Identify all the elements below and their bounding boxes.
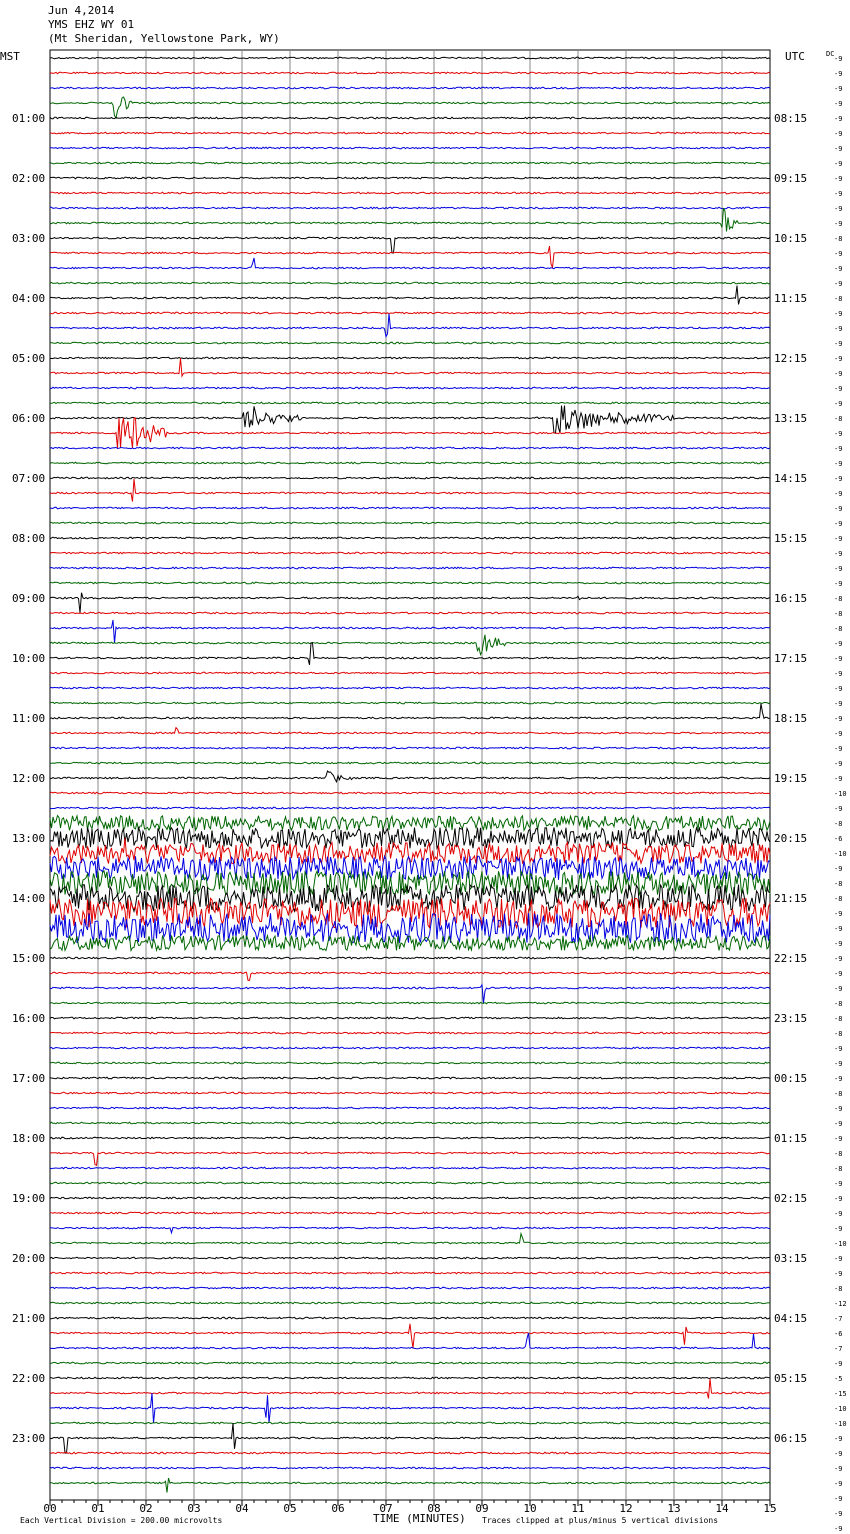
dc-offset-value: -8 bbox=[834, 880, 843, 888]
mst-hour-label: 14:00 bbox=[12, 892, 46, 905]
seismic-trace bbox=[50, 462, 770, 464]
dc-offset-value: -9 bbox=[834, 1120, 843, 1128]
seismic-trace bbox=[50, 747, 770, 749]
seismic-trace bbox=[50, 1152, 770, 1165]
mst-hour-label: 22:00 bbox=[12, 1372, 46, 1385]
mst-hour-label: 03:00 bbox=[12, 232, 46, 245]
mst-hour-labels bbox=[12, 112, 45, 1445]
seismic-trace bbox=[50, 1212, 770, 1214]
dc-offset-value: -10 bbox=[834, 1240, 847, 1248]
seismic-trace bbox=[50, 957, 770, 959]
seismic-trace bbox=[50, 1047, 770, 1049]
x-tick-label: 03 bbox=[187, 1502, 201, 1515]
dc-offset-value: -8 bbox=[834, 895, 843, 903]
dc-offset-value: -9 bbox=[834, 970, 843, 978]
seismic-trace bbox=[50, 1182, 770, 1184]
seismic-trace bbox=[50, 1167, 770, 1169]
dc-offset-value: -15 bbox=[834, 1390, 847, 1398]
dc-offset-value: -9 bbox=[834, 145, 843, 153]
dc-offset-value: -5 bbox=[834, 1375, 843, 1383]
utc-hour-label: 12:15 bbox=[774, 352, 808, 365]
dc-offset-value: -9 bbox=[834, 400, 843, 408]
utc-hour-label: 17:15 bbox=[774, 652, 808, 665]
mst-hour-label: 01:00 bbox=[12, 112, 46, 125]
seismic-trace bbox=[50, 147, 770, 149]
x-tick-label: 01 bbox=[91, 1502, 105, 1515]
seismic-trace bbox=[50, 207, 770, 209]
dc-offset-value: -9 bbox=[834, 310, 843, 318]
seismic-trace bbox=[50, 406, 770, 433]
dc-offset-value: -9 bbox=[834, 535, 843, 543]
seismic-trace bbox=[50, 1197, 770, 1199]
dc-offset-value: -7 bbox=[834, 1345, 843, 1353]
seismic-trace bbox=[50, 286, 770, 305]
dc-offset-value: -9 bbox=[834, 670, 843, 678]
dc-offset-value: -9 bbox=[834, 490, 843, 498]
seismic-trace bbox=[50, 1077, 770, 1079]
seismic-trace bbox=[50, 72, 770, 74]
x-tick-label: 05 bbox=[283, 1502, 297, 1515]
seismic-trace bbox=[50, 162, 770, 164]
utc-zone-label: UTC bbox=[785, 50, 805, 63]
dc-offset-value: -8 bbox=[834, 1165, 843, 1173]
seismic-trace bbox=[50, 1032, 770, 1034]
seismic-trace bbox=[50, 1324, 770, 1348]
x-tick-label: 10 bbox=[523, 1502, 537, 1515]
dc-offset-value: -9 bbox=[834, 700, 843, 708]
mst-hour-label: 18:00 bbox=[12, 1132, 46, 1145]
seismic-trace bbox=[50, 582, 770, 584]
seismic-trace bbox=[50, 1423, 770, 1453]
dc-offset-value: -9 bbox=[834, 85, 843, 93]
x-tick-label: 11 bbox=[571, 1502, 585, 1515]
seismic-trace bbox=[50, 312, 770, 314]
mst-hour-label: 20:00 bbox=[12, 1252, 46, 1265]
dc-offset-value: -8 bbox=[834, 625, 843, 633]
seismic-trace bbox=[50, 1062, 770, 1064]
station-label: YMS EHZ WY 01 bbox=[48, 18, 135, 31]
mst-hour-label: 19:00 bbox=[12, 1192, 46, 1205]
dc-offset-value: -9 bbox=[834, 1510, 843, 1518]
mst-hour-label: 23:00 bbox=[12, 1432, 46, 1445]
seismic-trace bbox=[50, 208, 770, 231]
seismic-trace bbox=[50, 97, 770, 118]
seismic-trace bbox=[50, 635, 770, 655]
dc-offset-value: -9 bbox=[834, 550, 843, 558]
dc-offset-value: -9 bbox=[834, 565, 843, 573]
seismic-trace bbox=[50, 672, 770, 674]
dc-offset-value: -8 bbox=[834, 235, 843, 243]
dc-offset-value: -10 bbox=[834, 1405, 847, 1413]
dc-offset-value: -6 bbox=[834, 1330, 843, 1338]
utc-hour-label: 03:15 bbox=[774, 1252, 808, 1265]
mst-hour-label: 13:00 bbox=[12, 832, 46, 845]
seismic-trace bbox=[50, 1137, 770, 1139]
dc-offset-value: -9 bbox=[834, 445, 843, 453]
dc-offset-value: -8 bbox=[834, 1000, 843, 1008]
seismic-trace bbox=[50, 1422, 770, 1424]
dc-offset-value: -8 bbox=[834, 820, 843, 828]
dc-offset-value: -9 bbox=[834, 325, 843, 333]
seismic-trace bbox=[50, 537, 770, 539]
dc-offset-value: -9 bbox=[834, 220, 843, 228]
dc-offset-value: -9 bbox=[834, 1495, 843, 1503]
dc-offset-value: -9 bbox=[834, 1360, 843, 1368]
mst-hour-label: 02:00 bbox=[12, 172, 46, 185]
clip-note: Traces clipped at plus/minus 5 vertical divisions bbox=[482, 1516, 719, 1525]
plot-grid bbox=[50, 50, 770, 1500]
utc-hour-label: 18:15 bbox=[774, 712, 808, 725]
seismic-trace bbox=[50, 643, 770, 665]
dc-offset-value: -9 bbox=[834, 865, 843, 873]
dc-offset-value: -9 bbox=[834, 475, 843, 483]
dc-offset-value: -9 bbox=[834, 580, 843, 588]
dc-offset-value: -8 bbox=[834, 415, 843, 423]
utc-hour-label: 21:15 bbox=[774, 892, 808, 905]
seismic-trace bbox=[50, 314, 770, 337]
dc-offset-value: -12 bbox=[834, 1300, 847, 1308]
seismic-trace bbox=[50, 620, 770, 643]
dc-offset-value: -9 bbox=[834, 730, 843, 738]
seismic-trace bbox=[50, 1362, 770, 1364]
x-tick-label: 06 bbox=[331, 1502, 345, 1515]
dc-offset-value: -9 bbox=[834, 505, 843, 513]
dc-offset-value: -9 bbox=[834, 1525, 843, 1533]
seismic-trace bbox=[50, 282, 770, 284]
dc-offset-value: -10 bbox=[834, 790, 847, 798]
mst-hour-label: 09:00 bbox=[12, 592, 46, 605]
x-axis-title: TIME (MINUTES) bbox=[373, 1512, 466, 1525]
seismic-trace bbox=[50, 447, 770, 449]
dc-offset-value: -9 bbox=[834, 655, 843, 663]
dc-offset-value: -9 bbox=[834, 1465, 843, 1473]
dc-offset-value: -9 bbox=[834, 70, 843, 78]
mst-hour-label: 07:00 bbox=[12, 472, 46, 485]
dc-offset-value: -9 bbox=[834, 370, 843, 378]
seismic-trace bbox=[50, 704, 770, 719]
seismic-trace bbox=[50, 418, 770, 448]
seismic-trace bbox=[50, 1234, 770, 1244]
mst-zone-label: MST bbox=[0, 50, 20, 63]
dc-offset-value: -6 bbox=[834, 835, 843, 843]
dc-offset-value: -9 bbox=[834, 985, 843, 993]
utc-hour-label: 08:15 bbox=[774, 112, 808, 125]
dc-offset-value: -9 bbox=[834, 1195, 843, 1203]
seismic-trace bbox=[50, 687, 770, 689]
x-tick-label: 12 bbox=[619, 1502, 633, 1515]
mst-hour-label: 08:00 bbox=[12, 532, 46, 545]
utc-hour-label: 11:15 bbox=[774, 292, 808, 305]
mst-hour-label: 21:00 bbox=[12, 1312, 46, 1325]
utc-hour-labels bbox=[774, 112, 807, 1445]
seismic-trace bbox=[50, 1302, 770, 1304]
dc-offset-value: -10 bbox=[834, 850, 847, 858]
seismic-trace bbox=[50, 237, 770, 253]
dc-offset-value: -9 bbox=[834, 100, 843, 108]
x-tick-label: 15 bbox=[763, 1502, 777, 1515]
utc-hour-label: 05:15 bbox=[774, 1372, 808, 1385]
dc-offset-value: -9 bbox=[834, 1105, 843, 1113]
dc-offset-value: -9 bbox=[834, 685, 843, 693]
dc-offset-value: -8 bbox=[834, 610, 843, 618]
dc-offset-value: -9 bbox=[834, 805, 843, 813]
utc-hour-label: 20:15 bbox=[774, 832, 808, 845]
dc-offset-value: -8 bbox=[834, 595, 843, 603]
dc-offset-value: -9 bbox=[834, 250, 843, 258]
dc-offset-value: -9 bbox=[834, 160, 843, 168]
dc-offset-value: -7 bbox=[834, 1315, 843, 1323]
seismic-trace bbox=[50, 593, 770, 613]
mst-hour-label: 10:00 bbox=[12, 652, 46, 665]
seismic-trace bbox=[50, 1317, 770, 1319]
seismic-trace bbox=[50, 1333, 770, 1349]
dc-offset-value: -9 bbox=[834, 775, 843, 783]
seismic-trace bbox=[50, 1377, 770, 1379]
dc-offset-value: -9 bbox=[834, 520, 843, 528]
date-label: Jun 4,2014 bbox=[48, 4, 115, 17]
seismic-trace bbox=[50, 816, 770, 831]
utc-hour-label: 01:15 bbox=[774, 1132, 808, 1145]
dc-offset-value: -9 bbox=[834, 1435, 843, 1443]
x-tick-label: 04 bbox=[235, 1502, 249, 1515]
seismic-trace bbox=[50, 771, 770, 782]
seismic-trace bbox=[50, 258, 770, 269]
dc-offset-value: -9 bbox=[834, 130, 843, 138]
dc-offset-value: -9 bbox=[834, 1210, 843, 1218]
utc-hour-label: 09:15 bbox=[774, 172, 808, 185]
seismic-trace bbox=[50, 1092, 770, 1094]
seismic-trace bbox=[50, 972, 770, 980]
mst-hour-label: 12:00 bbox=[12, 772, 46, 785]
dc-offset-value: -9 bbox=[834, 1060, 843, 1068]
utc-hour-label: 14:15 bbox=[774, 472, 808, 485]
dc-offset-labels bbox=[834, 55, 847, 1534]
x-tick-label: 14 bbox=[715, 1502, 729, 1515]
dc-offset-value: -9 bbox=[834, 175, 843, 183]
dc-offset-value: -8 bbox=[834, 295, 843, 303]
seismic-trace bbox=[50, 807, 770, 809]
utc-hour-label: 10:15 bbox=[774, 232, 808, 245]
seismic-trace bbox=[50, 985, 770, 1003]
dc-offset-value: -9 bbox=[834, 115, 843, 123]
plot-frame bbox=[50, 50, 770, 1500]
dc-offset-value: -8 bbox=[834, 1150, 843, 1158]
seismic-trace bbox=[50, 1017, 770, 1019]
mst-hour-label: 04:00 bbox=[12, 292, 46, 305]
dc-offset-value: -8 bbox=[834, 1090, 843, 1098]
dc-offset-value: -9 bbox=[834, 940, 843, 948]
seismic-trace bbox=[50, 936, 770, 951]
seismic-trace bbox=[50, 477, 770, 479]
dc-offset-value: -9 bbox=[834, 190, 843, 198]
dc-offset-value: -9 bbox=[834, 1255, 843, 1263]
seismic-trace bbox=[50, 246, 770, 267]
seismic-trace bbox=[50, 507, 770, 509]
seismic-trace bbox=[50, 192, 770, 194]
seismic-trace bbox=[50, 57, 770, 59]
seismic-trace bbox=[50, 612, 770, 614]
utc-hour-label: 22:15 bbox=[774, 952, 808, 965]
utc-hour-label: 06:15 bbox=[774, 1432, 808, 1445]
dc-offset-value: -9 bbox=[834, 205, 843, 213]
seismic-trace bbox=[50, 1227, 770, 1233]
mst-hour-label: 11:00 bbox=[12, 712, 46, 725]
mst-hour-label: 06:00 bbox=[12, 412, 46, 425]
utc-hour-label: 23:15 bbox=[774, 1012, 808, 1025]
seismic-trace bbox=[50, 1257, 770, 1259]
scale-note: Each Vertical Division = 200.00 microvolts bbox=[20, 1516, 223, 1525]
dc-offset-value: -9 bbox=[834, 55, 843, 63]
seismic-trace bbox=[50, 87, 770, 89]
dc-offset-value: -9 bbox=[834, 745, 843, 753]
seismic-trace bbox=[50, 552, 770, 554]
dc-offset-value: -9 bbox=[834, 1045, 843, 1053]
seismic-trace bbox=[50, 1287, 770, 1289]
seismic-trace bbox=[50, 913, 770, 943]
dc-offset-value: -9 bbox=[834, 430, 843, 438]
dc-offset-value: -8 bbox=[834, 1285, 843, 1293]
x-tick-label: 07 bbox=[379, 1502, 393, 1515]
utc-hour-label: 19:15 bbox=[774, 772, 808, 785]
dc-offset-value: -9 bbox=[834, 1180, 843, 1188]
seismic-trace bbox=[50, 1452, 770, 1454]
mst-hour-label: 05:00 bbox=[12, 352, 46, 365]
utc-hour-label: 04:15 bbox=[774, 1312, 808, 1325]
seismic-trace bbox=[50, 1478, 770, 1492]
dc-offset-value: -9 bbox=[834, 280, 843, 288]
x-tick-label: 09 bbox=[475, 1502, 489, 1515]
x-tick-label: 13 bbox=[667, 1502, 681, 1515]
seismic-trace bbox=[50, 1393, 770, 1423]
dc-offset-value: -9 bbox=[834, 1075, 843, 1083]
seismic-trace bbox=[50, 728, 770, 734]
x-tick-label: 00 bbox=[43, 1502, 57, 1515]
seismic-trace bbox=[50, 479, 770, 502]
seismic-trace bbox=[50, 762, 770, 764]
mst-hour-label: 16:00 bbox=[12, 1012, 46, 1025]
seismic-trace bbox=[50, 1002, 770, 1004]
dc-label: DC bbox=[826, 50, 835, 58]
dc-offset-value: -9 bbox=[834, 340, 843, 348]
dc-offset-value: -9 bbox=[834, 925, 843, 933]
x-tick-label: 08 bbox=[427, 1502, 441, 1515]
dc-offset-value: -8 bbox=[834, 1015, 843, 1023]
utc-hour-label: 00:15 bbox=[774, 1072, 808, 1085]
dc-offset-value: -9 bbox=[834, 1135, 843, 1143]
dc-offset-value: -9 bbox=[834, 1480, 843, 1488]
utc-hour-label: 13:15 bbox=[774, 412, 808, 425]
dc-offset-value: -9 bbox=[834, 265, 843, 273]
seismic-trace bbox=[50, 358, 770, 376]
seismic-trace bbox=[50, 1379, 770, 1399]
seismic-trace bbox=[50, 792, 770, 794]
dc-offset-value: -9 bbox=[834, 460, 843, 468]
dc-offset-value: -9 bbox=[834, 760, 843, 768]
dc-offset-value: -9 bbox=[834, 385, 843, 393]
seismic-trace bbox=[50, 522, 770, 524]
x-tick-label: 02 bbox=[139, 1502, 153, 1515]
seismic-trace bbox=[50, 177, 770, 179]
seismic-trace bbox=[50, 1107, 770, 1109]
trace-group bbox=[50, 57, 770, 1492]
seismic-trace bbox=[50, 1272, 770, 1274]
dc-offset-value: -9 bbox=[834, 715, 843, 723]
dc-offset-value: -8 bbox=[834, 1030, 843, 1038]
utc-hour-label: 16:15 bbox=[774, 592, 808, 605]
dc-offset-value: -9 bbox=[834, 355, 843, 363]
seismic-trace bbox=[50, 342, 770, 344]
dc-offset-value: -9 bbox=[834, 640, 843, 648]
seismic-trace bbox=[50, 132, 770, 134]
seismic-trace bbox=[50, 1467, 770, 1469]
dc-offset-value: -10 bbox=[834, 1420, 847, 1428]
dc-offset-value: -9 bbox=[834, 1270, 843, 1278]
seismic-trace bbox=[50, 387, 770, 389]
mst-hour-label: 17:00 bbox=[12, 1072, 46, 1085]
utc-hour-label: 15:15 bbox=[774, 532, 808, 545]
dc-offset-value: -9 bbox=[834, 955, 843, 963]
location-label: (Mt Sheridan, Yellowstone Park, WY) bbox=[48, 32, 280, 45]
mst-hour-label: 15:00 bbox=[12, 952, 46, 965]
utc-hour-label: 02:15 bbox=[774, 1192, 808, 1205]
seismic-trace bbox=[50, 1122, 770, 1124]
dc-offset-value: -9 bbox=[834, 1450, 843, 1458]
seismic-trace bbox=[50, 357, 770, 359]
seismic-trace bbox=[50, 402, 770, 404]
seismic-trace bbox=[50, 117, 770, 119]
dc-offset-value: -9 bbox=[834, 1225, 843, 1233]
seismic-trace bbox=[50, 702, 770, 704]
dc-offset-value: -9 bbox=[834, 910, 843, 918]
seismic-trace bbox=[50, 567, 770, 569]
